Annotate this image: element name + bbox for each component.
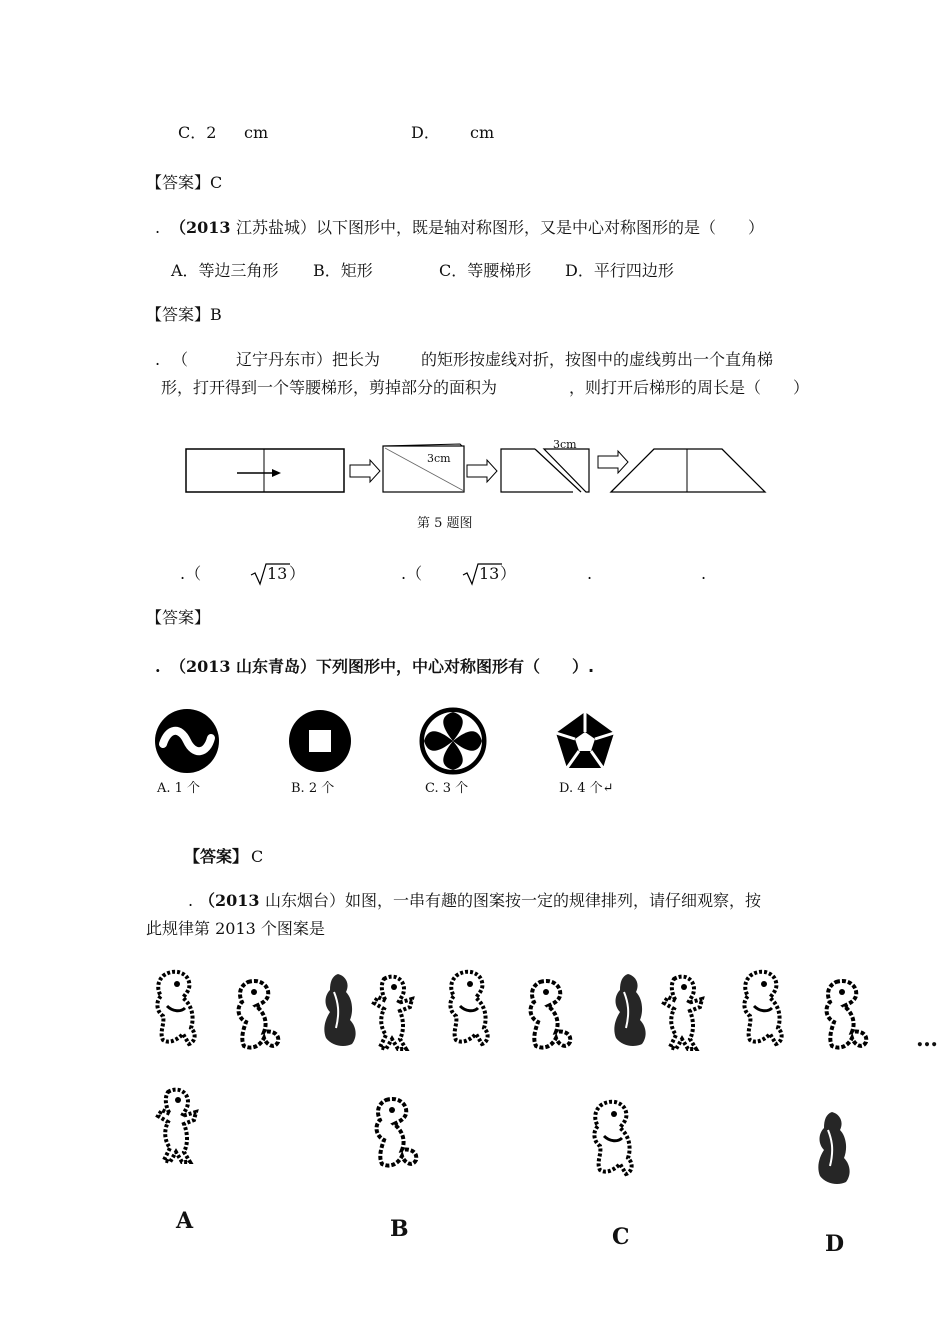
question-stem: 江苏盐城）以下图形中，既是轴对称图形，又是中心对称图形的是（ ）	[236, 218, 765, 237]
question-year: （2013	[199, 891, 260, 910]
option-d: D．平行四边形	[565, 261, 674, 280]
option-a-prefix: .（	[180, 564, 202, 583]
answer-q7-bracket: 【答案】	[184, 847, 249, 866]
question-stem-line2: 此规律第 2013 个图案是	[146, 919, 325, 938]
figure-label-a: A. 1 个	[157, 781, 201, 796]
choice-label-d: D	[825, 1231, 845, 1257]
option-d-prefix: .	[701, 564, 707, 583]
ellipsis: …	[916, 1026, 938, 1052]
figure-label-b: B. 2 个	[291, 781, 335, 796]
option-a-suffix: ）	[289, 564, 306, 583]
figure-label-c: C. 3 个	[425, 781, 469, 796]
option-b-suffix: ）	[500, 564, 517, 583]
choice-label-c: C	[612, 1224, 630, 1250]
question-stem-line2-a: 形，打开得到一个等腰梯形，剪掉部分的面积为	[161, 378, 498, 397]
choice-label-a: A	[176, 1208, 194, 1234]
option-d: D．	[411, 123, 440, 142]
choice-label-b: B	[390, 1216, 409, 1242]
figure-label: 3cm	[553, 438, 577, 451]
question-number: .	[155, 218, 161, 237]
option-b: B．矩形	[313, 261, 373, 280]
question-stem: 山东青岛）下列图形中，中心对称图形有（ ）.	[236, 657, 595, 676]
option-c: C．2	[178, 123, 217, 142]
option-c-prefix: .	[587, 564, 593, 583]
answer-q4: 【答案】C	[146, 173, 223, 192]
question-stem-line1: 山东烟台）如图，一串有趣的图案按一定的规律排列，请仔细观察，按	[265, 891, 762, 910]
option-b-prefix: .（	[401, 564, 423, 583]
question-number: .	[155, 350, 161, 369]
option-d-unit: cm	[470, 123, 495, 142]
question-year: （2013	[170, 657, 231, 676]
option-c: C．等腰梯形	[439, 261, 532, 280]
sqrt-radicand: 13	[267, 564, 288, 583]
answer-q5: 【答案】B	[146, 305, 222, 324]
answer-q7-value: C	[251, 847, 264, 866]
figure-label: 3cm	[427, 452, 451, 465]
figure-label-d: D. 4 个↵	[559, 781, 614, 796]
question-number: .	[188, 891, 194, 910]
question-stem-line1-a: （ 辽宁丹东市）把长为	[172, 350, 381, 369]
answer-q6: 【答案】	[146, 608, 211, 627]
question-year: （2013	[170, 218, 231, 237]
option-a: A．等边三角形	[171, 261, 279, 280]
option-c-unit: cm	[244, 123, 269, 142]
question-number: .	[155, 657, 161, 676]
figure-caption: 第 5 题图	[417, 516, 473, 531]
question-stem-line1-b: 的矩形按虚线对折，按图中的虚线剪出一个直角梯	[421, 350, 774, 369]
question-stem-line2-b: ，则打开后梯形的周长是（ ）	[569, 378, 810, 397]
sqrt-radicand: 13	[479, 564, 500, 583]
